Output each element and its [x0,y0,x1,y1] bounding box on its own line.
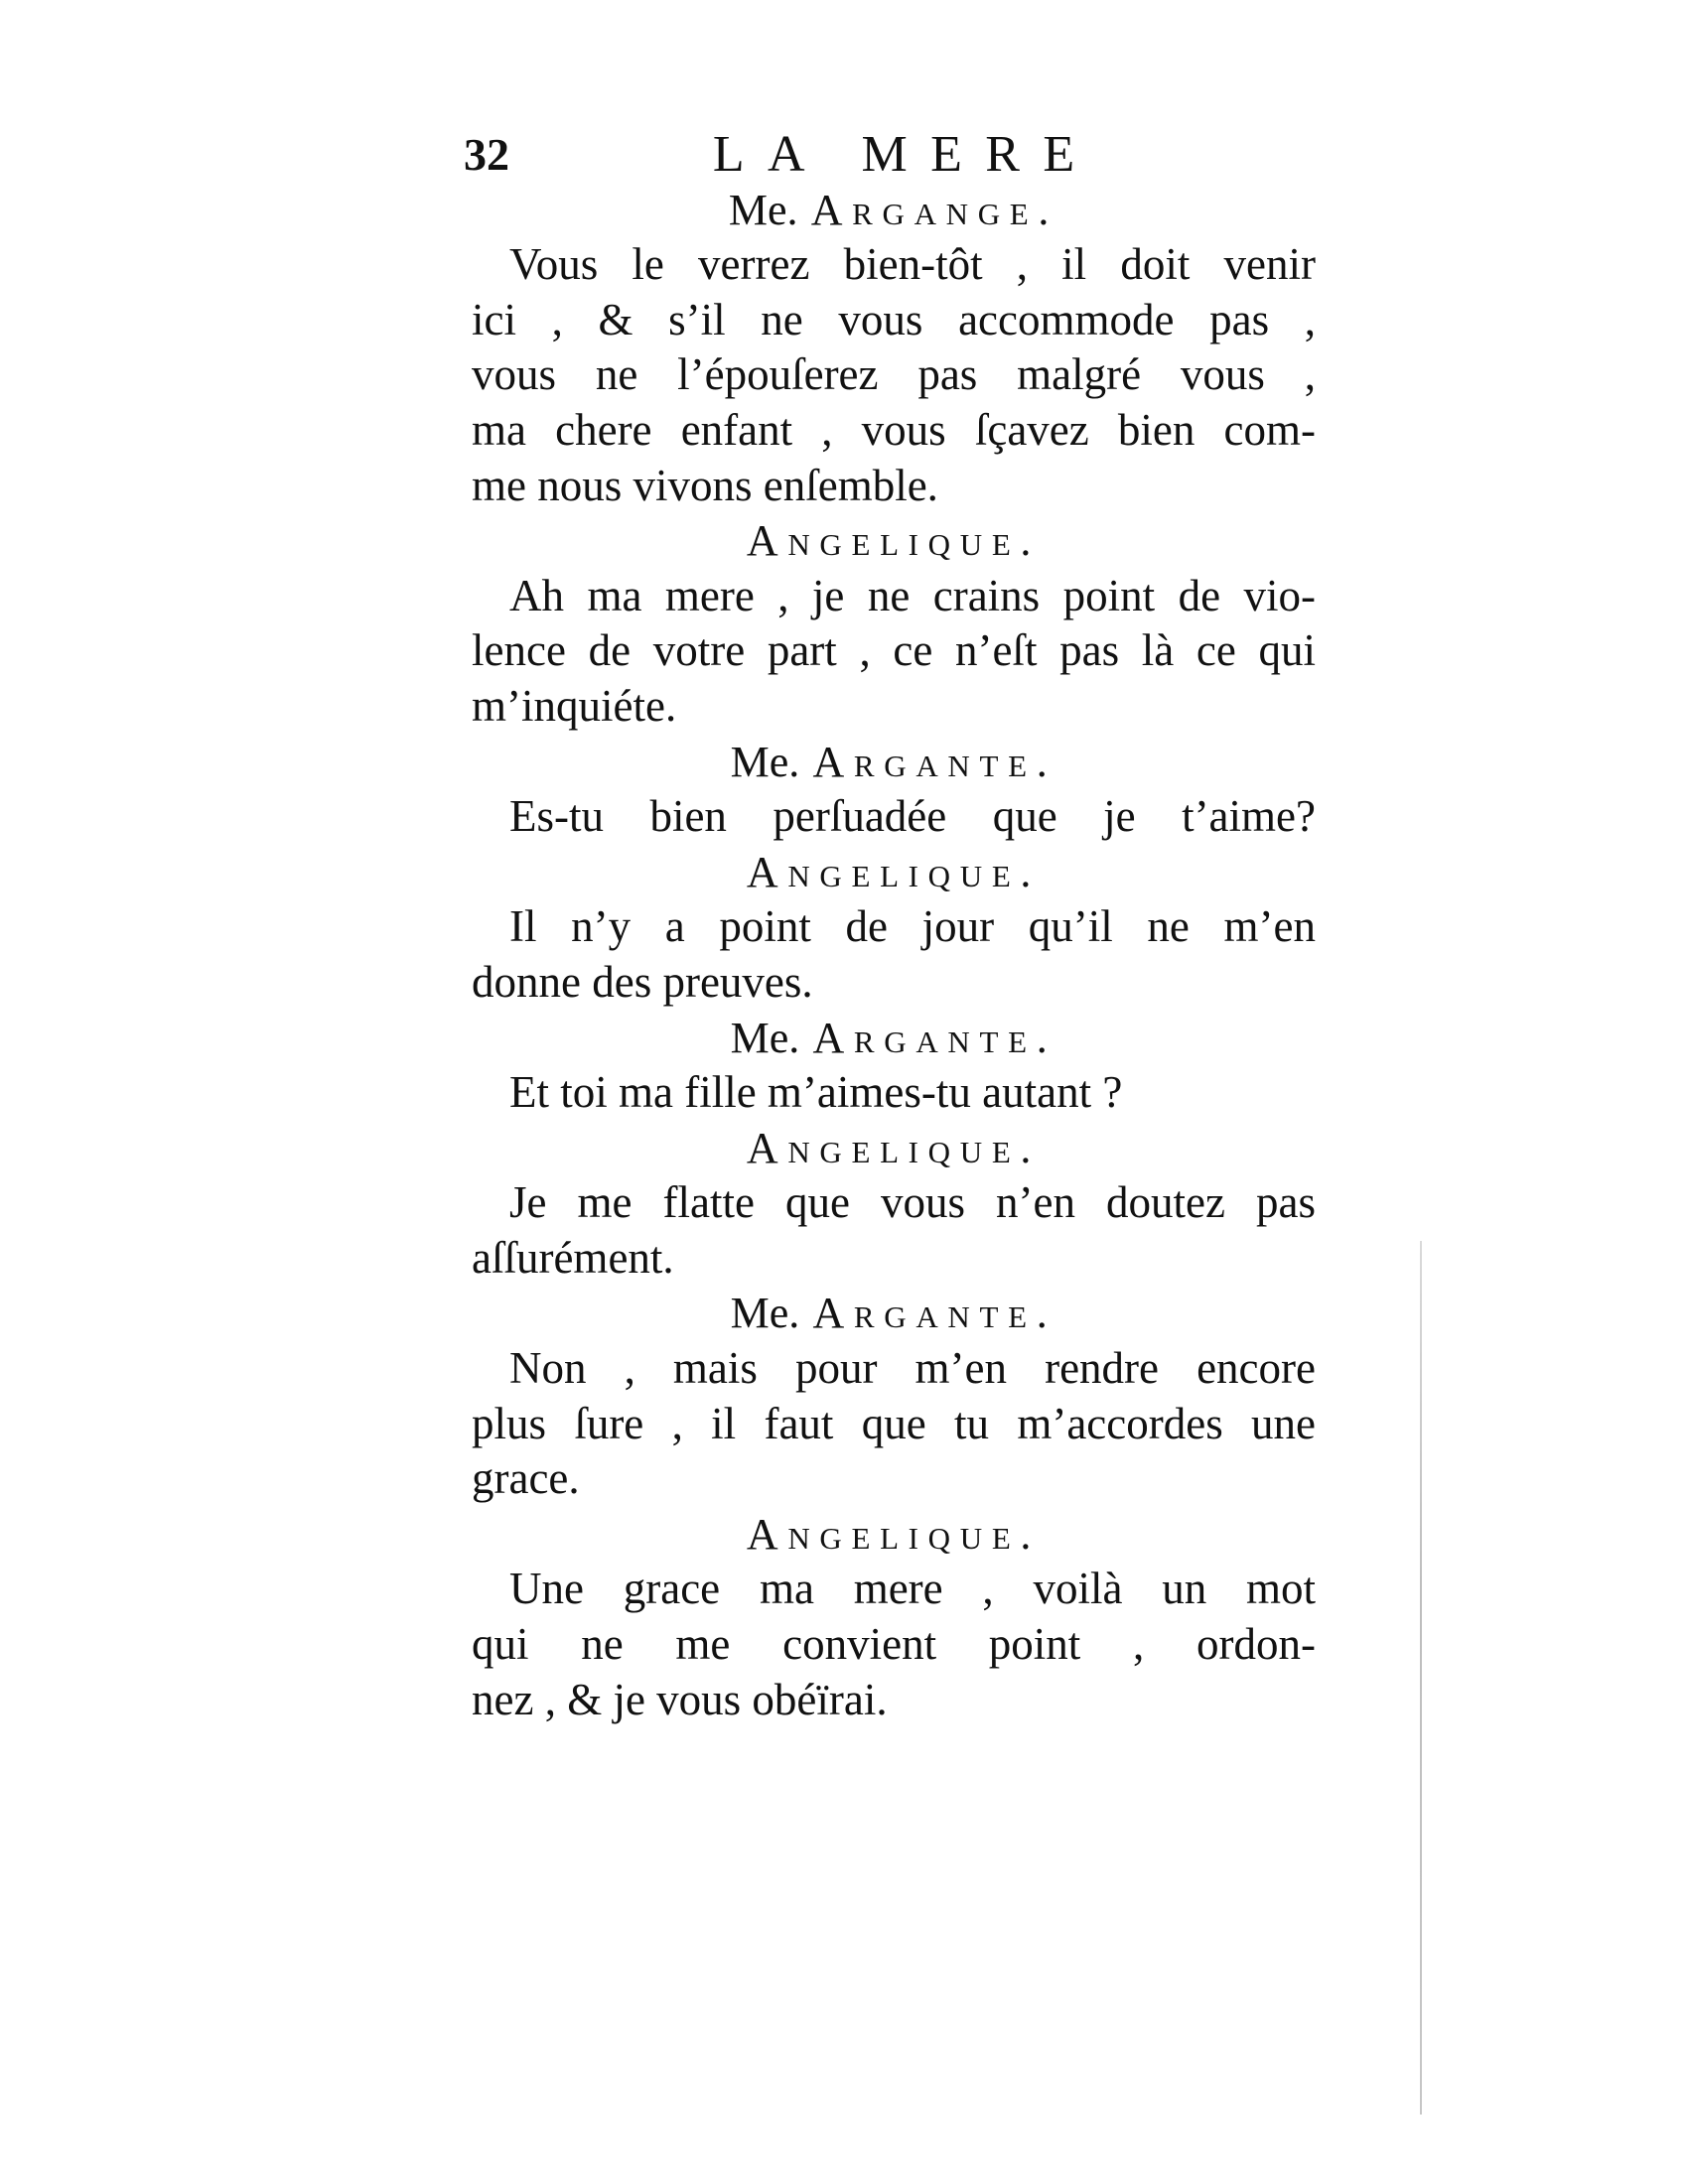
speaker-label: Angelique. [746,1123,1042,1172]
speaker-title: Me. [730,1289,800,1338]
text-line: donne des preuves. [472,956,813,1007]
text-line: nez , & je vous obéïrai. [472,1674,888,1724]
text-line: lence de votre part , ce n’eſt pas là ce qui [472,625,1316,676]
speaker-title: Me. [728,185,798,234]
play-text [472,183,1316,1728]
speaker-label: Argante. [812,737,1057,786]
speaker-name [472,183,1316,238]
speaker-label: Angelique. [746,1509,1042,1559]
speaker-name [472,513,1316,569]
speaker-name [472,1507,1316,1563]
text-line: Il n’y a point de jour qu’il ne m’en [509,901,1316,952]
speaker-label: Argange. [810,185,1059,234]
speaker-label: Argante. [812,1013,1057,1062]
text-line: ici , & s’il ne vous accommode pas , [472,294,1316,344]
speaker-name [472,1286,1316,1341]
speaker-name [472,735,1316,790]
scan-margin-artifact [1420,1241,1422,2115]
text-line: Une grace ma mere , voilà un mot [509,1564,1316,1614]
text-line: Je me flatte que vous n’en doutez pas [509,1177,1316,1228]
speaker-title: Me. [730,737,800,786]
text-line: Ah ma mere , je ne crains point de vio- [509,570,1316,620]
text-line: ma chere enfant , vous ſçavez bien com- [472,404,1316,455]
text-line: me nous vivons enſemble. [472,460,938,510]
running-title: LA MERE [712,126,1098,183]
text-line: m’inquiéte. [472,680,677,731]
running-header [464,126,1316,183]
speaker-label: Angelique. [746,516,1042,566]
speaker-name [472,845,1316,900]
text-line: vous ne l’épouſerez pas malgré vous , [472,349,1316,400]
text-line: Es-tu bien perſuadée que je t’aime? [509,791,1316,842]
text-line: aſſurément. [472,1232,674,1283]
page-number: 32 [464,129,509,180]
speaker-label: Argante. [812,1289,1057,1338]
text-line: grace. [472,1453,580,1504]
speaker-label: Angelique. [746,847,1042,896]
text-line: qui ne me convient point , ordon- [472,1619,1316,1670]
text-line: Et toi ma fille m’aimes-tu autant ? [509,1067,1123,1118]
book-page [464,126,1316,1727]
text-line: plus ſure , il faut que tu m’accordes une [472,1398,1316,1448]
speaker-name [472,1121,1316,1176]
speaker-title: Me. [730,1013,800,1062]
text-line: Vous le verrez bien-tôt , il doit venir [509,239,1316,290]
speaker-name [472,1011,1316,1066]
text-line: Non , mais pour m’en rendre encore [509,1343,1316,1394]
